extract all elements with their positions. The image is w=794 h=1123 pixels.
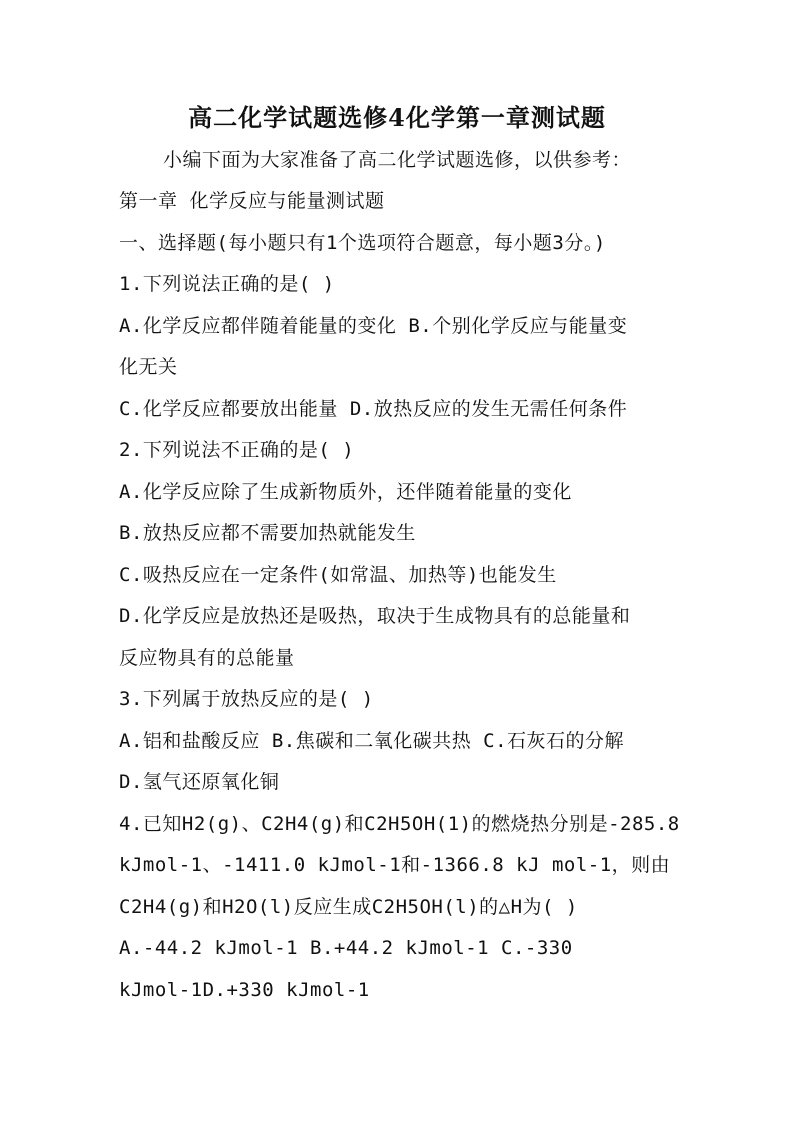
question-4: 4.已知H2(g)、C2H4(g)和C2H5OH(1)的燃烧热分别是-285.8 — [119, 813, 680, 835]
question-2-option-b: B.放热反应都不需要加热就能发生 — [119, 522, 416, 544]
question-2-option-a: A.化学反应除了生成新物质外，还伴随着能量的变化 — [119, 481, 572, 503]
question-1-options-2: C.化学反应都要放出能量 D.放热反应的发生无需任何条件 — [119, 398, 628, 420]
question-1: 1.下列说法正确的是( ) — [119, 273, 335, 295]
question-1-options-cont: 化无关 — [119, 356, 178, 378]
question-4-options-cont: kJmol-1D.+330 kJmol-1 — [119, 979, 370, 1001]
chapter-heading: 第一章 化学反应与能量测试题 — [119, 190, 385, 212]
section-heading: 一、选择题(每小题只有1个选项符合题意，每小题3分。) — [119, 232, 606, 254]
question-2: 2.下列说法不正确的是( ) — [119, 439, 355, 461]
question-3-option-d: D.氢气还原氧化铜 — [119, 771, 280, 793]
document-title: 高二化学试题选修4化学第一章测试题 — [188, 103, 606, 132]
question-2-option-c: C.吸热反应在一定条件(如常温、加热等)也能发生 — [119, 564, 557, 586]
question-2-option-d-cont: 反应物具有的总能量 — [119, 647, 295, 669]
question-4-options: A.-44.2 kJmol-1 B.+44.2 kJmol-1 C.-330 — [119, 937, 573, 959]
question-3-options: A.铝和盐酸反应 B.焦碳和二氧化碳共热 C.石灰石的分解 — [119, 730, 625, 752]
question-4-cont-2: C2H4(g)和H2O(l)反应生成C2H5OH(l)的△H为( ) — [119, 896, 578, 918]
intro-paragraph: 小编下面为大家准备了高二化学试题选修，以供参考： — [163, 149, 632, 171]
question-4-cont-1: kJmol-1、-1411.0 kJmol-1和-1366.8 kJ mol-1，则由 — [119, 854, 671, 876]
question-3: 3.下列属于放热反应的是( ) — [119, 688, 374, 710]
question-2-option-d: D.化学反应是放热还是吸热，取决于生成物具有的总能量和 — [119, 605, 631, 627]
question-1-options: A.化学反应都伴随着能量的变化 B.个别化学反应与能量变 — [119, 315, 628, 337]
